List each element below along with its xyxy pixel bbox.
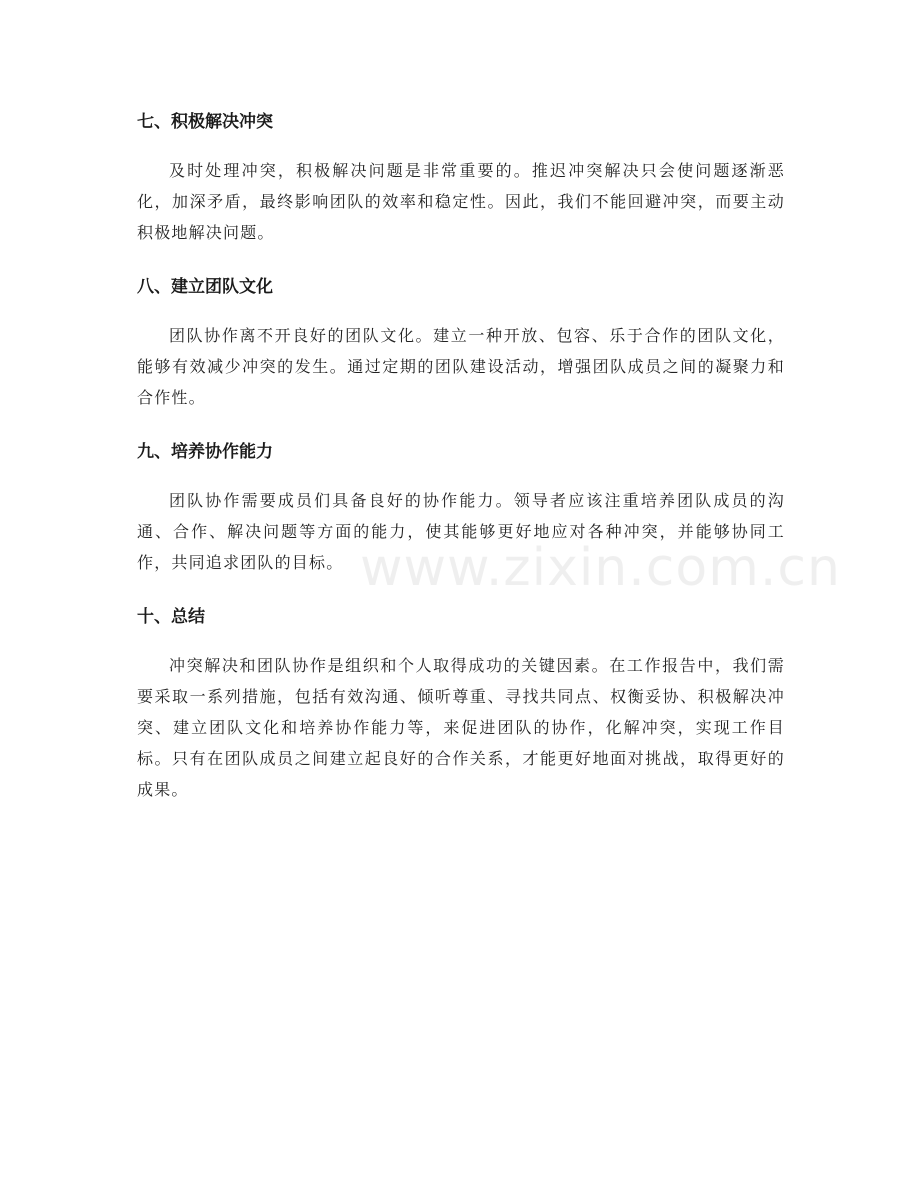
section-paragraph: 冲突解决和团队协作是组织和个人取得成功的关键因素。在工作报告中，我们需要采取一系列措施，包括有效沟通、倾听尊重、寻找共同点、权衡妥协、积极解决冲突、建立团队文化和培养协作能力等，来促进团队的协作，化解冲突，实现工作目标。只有在团队成员之间建立起良好的合作关系，才能更好地面对挑战，取得更好的成果。 xyxy=(137,656,785,799)
section-paragraph: 团队协作离不开良好的团队文化。建立一种开放、包容、乐于合作的团队文化，能够有效减少冲突的发生。通过定期的团队建设活动，增强团队成员之间的凝聚力和合作性。 xyxy=(137,326,785,407)
section-heading: 八、建立团队文化 xyxy=(137,277,273,297)
section-10 xyxy=(137,601,785,805)
section-paragraph: 团队协作需要成员们具备良好的协作能力。领导者应该注重培养团队成员的沟通、合作、解决问题等方面的能力，使其能够更好地应对各种冲突，并能够协同工作，共同追求团队的目标。 xyxy=(137,491,785,572)
section-heading: 九、培养协作能力 xyxy=(137,442,273,462)
section-9 xyxy=(137,436,785,578)
section-8 xyxy=(137,271,785,413)
document-content xyxy=(137,106,785,828)
section-heading: 七、积极解决冲突 xyxy=(137,112,273,132)
watermark: www.zixin.com.cn xyxy=(360,538,841,598)
section-paragraph: 及时处理冲突，积极解决问题是非常重要的。推迟冲突解决只会使问题逐渐恶化，加深矛盾，最终影响团队的效率和稳定性。因此，我们不能回避冲突，而要主动积极地解决问题。 xyxy=(137,161,785,242)
section-heading: 十、总结 xyxy=(137,607,205,627)
section-7 xyxy=(137,106,785,248)
